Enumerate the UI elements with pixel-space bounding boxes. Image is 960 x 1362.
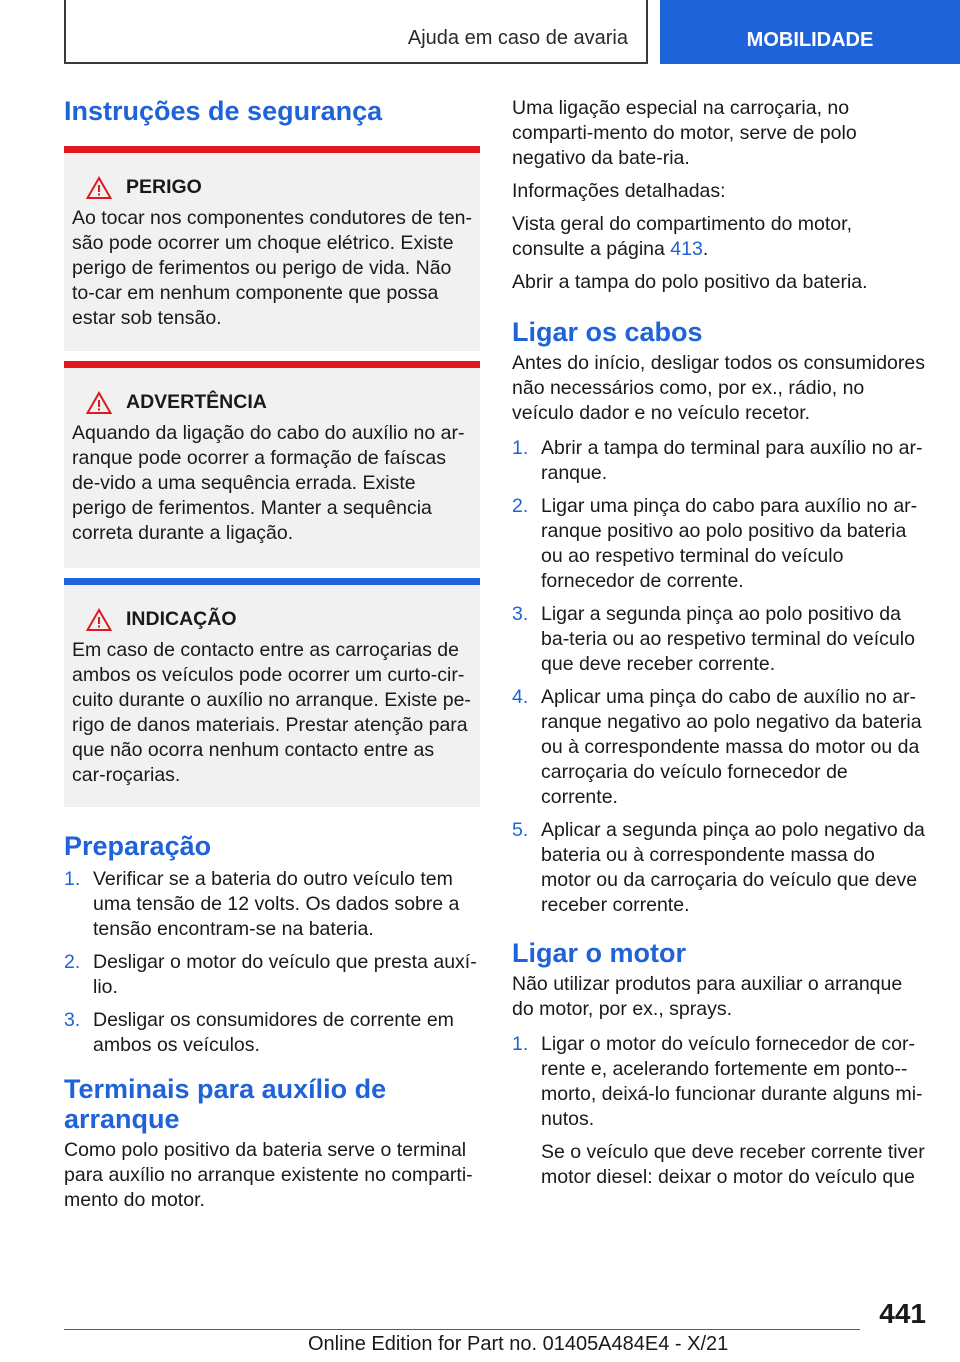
preparation-title: Preparação (64, 831, 212, 861)
warning-triangle-icon (86, 608, 112, 632)
page-number: 441 (879, 1298, 926, 1329)
motor-title: Ligar o motor (512, 938, 686, 968)
paragraph: Vista geral do compartimento do motor, consulte a página 413. (512, 213, 852, 260)
footer-divider (64, 1329, 860, 1330)
terminals-title: Terminais para auxílio de arranque (64, 1074, 387, 1134)
motor-step-note: Se o veículo que deve receber corrente tiver motor diesel: deixar o motor do veículo que (541, 1141, 925, 1188)
header-frame (64, 0, 648, 64)
chapter-tab[interactable] (660, 0, 960, 64)
list-item: 4. Aplicar uma pinça do cabo de auxílio no ar-ranque negativo ao polo negativo da bateria ou à correspondente massa do motor ou da carroçaria do veículo fornecedor de corrente. (512, 686, 922, 808)
list-item: 1. Abrir a tampa do terminal para auxílio no ar-ranque. (512, 437, 923, 484)
notice-label: INDICAÇÃO (126, 608, 237, 630)
list-item: 2. Desligar o motor do veículo que presta auxí-lio. (64, 951, 477, 998)
notice-box (64, 578, 480, 807)
warning-box (64, 361, 480, 568)
danger-box (64, 146, 480, 351)
preparation-steps (64, 867, 480, 1058)
danger-text: Ao tocar nos componentes condutores de ten-são pode ocorrer um choque elétrico. Existe perigo de ferimentos ou perigo de vida. Não to-car em nenhum componente que possa estar sob tensão. (72, 207, 472, 329)
paragraph: Informações detalhadas: (512, 180, 726, 202)
list-item: 1. Ligar o motor do veículo fornecedor de cor-rente e, acelerando fortemente em ponto--morto, deixá-lo funcionar durante alguns mi-nutos. (512, 1033, 923, 1130)
list-item: 3. Desligar os consumidores de corrente em ambos os veículos. (64, 1009, 454, 1056)
safety-title: Instruções de segurança (64, 96, 383, 126)
danger-label: PERIGO (126, 176, 202, 198)
notice-header (72, 607, 472, 632)
list-item: 2. Ligar uma pinça do cabo para auxílio no ar-ranque positivo ao polo positivo da bateria ou ao respetivo terminal do veículo fornecedor de corrente. (512, 495, 918, 592)
motor-intro: Não utilizar produtos para auxiliar o arranque do motor, por ex., sprays. (512, 973, 903, 1020)
warning-label: ADVERTÊNCIA (126, 391, 267, 413)
list-item: 5. Aplicar a segunda pinça ao polo negativo da bateria ou à correspondente massa do motor ou da carroçaria do veículo que deve receber corrente. (512, 819, 925, 916)
paragraph: Abrir a tampa do polo positivo da bateria. (512, 271, 868, 293)
warning-header (72, 390, 472, 415)
page-link[interactable]: 413 (670, 238, 703, 260)
motor-steps (512, 1032, 926, 1132)
warning-triangle-icon (86, 391, 112, 415)
left-column (64, 96, 480, 1213)
danger-header (72, 175, 472, 200)
warning-text: Aquando da ligação do cabo do auxílio no ar-ranque pode ocorrer a formação de faíscas de-vido a uma sequência errada. Existe perigo de ferimentos. Manter a sequência correta durante a ligação. (72, 422, 465, 544)
edition-text: Online Edition for Part no. 01405A484E4 - X/21 (308, 1333, 729, 1355)
cables-intro: Antes do início, desligar todos os consumidores não necessários como, por ex., rádio, no veículo dador e no veículo recetor. (512, 352, 925, 424)
section-title: Ajuda em caso de avaria (407, 27, 628, 49)
list-item: 1. Verificar se a bateria do outro veículo tem uma tensão de 12 volts. Os dados sobre a tensão encontram-se na bateria. (64, 868, 460, 940)
cables-steps (512, 436, 926, 918)
paragraph: Uma ligação especial na carroçaria, no comparti-mento do motor, serve de polo negativo da bate-ria. (512, 97, 857, 169)
terminals-text: Como polo positivo da bateria serve o terminal para auxílio no arranque existente no comparti-mento do motor. (64, 1139, 473, 1211)
list-item: 3. Ligar a segunda pinça ao polo positivo da ba-teria ou ao respetivo terminal do veículo que deve receber corrente. (512, 603, 915, 675)
footer-edition (308, 1333, 728, 1356)
notice-text: Em caso de contacto entre as carroçarias de ambos os veículos pode ocorrer um curto-cir-cuito durante o auxílio no arranque. Existe pe-rigo de danos materiais. Prestar atenção para que não ocorra nenhum contacto entre as car-roçarias. (72, 639, 471, 786)
cables-title: Ligar os cabos (512, 317, 703, 347)
warning-triangle-icon (86, 176, 112, 200)
chapter-tab-label: MOBILIDADE (746, 29, 874, 51)
right-column (512, 96, 926, 1190)
